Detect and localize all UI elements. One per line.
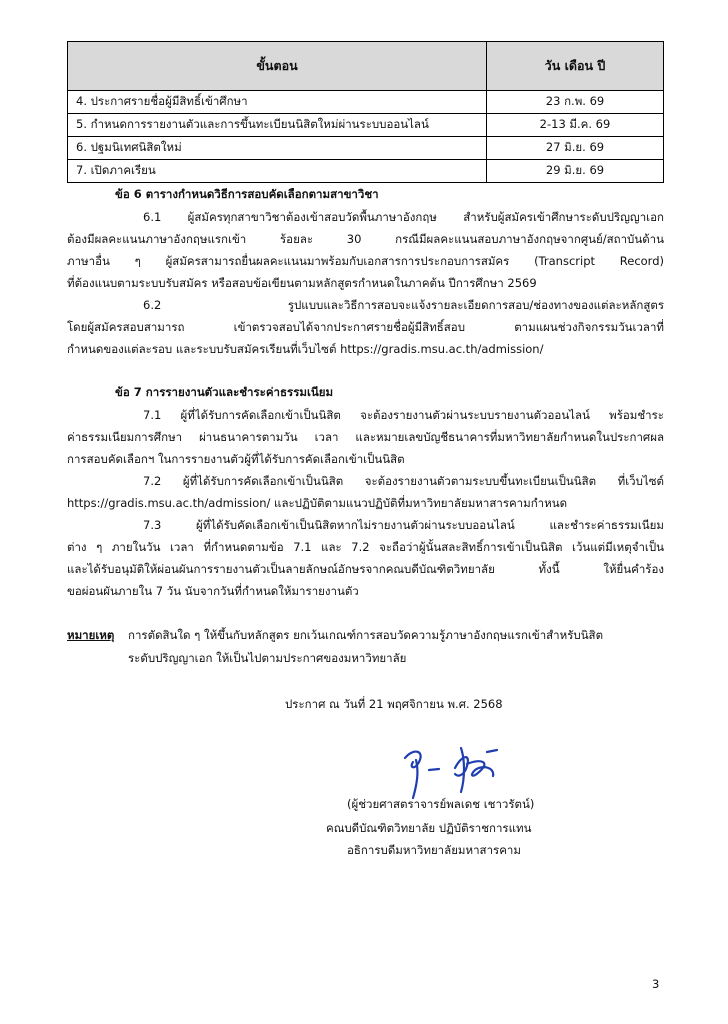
section6-p2-line: กำหนดของแต่ละรอบ และระบบรับสมัครเรียนที่เว็บไซต์ https://gradis.msu.ac.th/admission/ [67, 342, 544, 356]
section6-p1-line: ที่ต้องแนบตามระบบรับสมัคร หรือสอบข้อเขียนตามหลักสูตรกำหนดในภาคต้น ปีการศึกษา 2569 [67, 276, 537, 290]
section6-p1-line: ต้องมีผลคะแนนภาษาอังกฤษแรกเข้า ร้อยละ 30 กรณีมีผลคะแนนสอบภาษาอังกฤษจากศูนย์/สถาบันด้าน [67, 232, 664, 246]
page-number: 3 [652, 977, 660, 991]
schedule-table [67, 41, 664, 183]
note-line: ระดับปริญญาเอก ให้เป็นไปตามประกาศของมหาวิทยาลัย [128, 651, 407, 665]
section7-p1-line: การสอบคัดเลือกฯ ในการรายงานตัวผู้ที่ได้รับการคัดเลือกเข้าเป็นนิสิต [67, 452, 405, 466]
table-header-row [68, 42, 664, 91]
section6-heading: ข้อ 6 ตารางกำหนดวิธีการสอบคัดเลือกตามสาขาวิชา [115, 187, 379, 201]
section7-heading: ข้อ 7 การรายงานตัวและชำระค่าธรรมเนียม [115, 385, 334, 399]
note-line: การตัดสินใด ๆ ให้ขึ้นกับหลักสูตร ยกเว้นเกณฑ์การสอบวัดความรู้ภาษาอังกฤษแรกเข้าสำหรับนิสิต [128, 628, 604, 642]
section7-p2-line: https://gradis.msu.ac.th/admission/ และปฏิบัติตามแนวปฏิบัติที่มหาวิทยาลัยมหาสารคามกำหนด [67, 496, 568, 510]
date-cell: 23 ก.พ. 69 [487, 91, 664, 114]
step-cell: 6. ปฐมนิเทศนิสิตใหม่ [68, 137, 487, 160]
header-step: ขั้นตอน [68, 42, 487, 91]
section7-p3-line: ขอผ่อนผันภายใน 7 วัน นับจากวันที่กำหนดให้มารายงานตัว [67, 584, 359, 598]
section7-p3-line: ต่าง ๆ ภายในวัน เวลา ที่กำหนดตามข้อ 7.1 และ 7.2 จะถือว่าผู้นั้นสละสิทธิ์การเข้าเป็นนิสิต เว้นแต่มีเหตุจำเป็น [67, 540, 664, 554]
note-label: หมายเหตุ [67, 628, 115, 642]
step-cell: 5. กำหนดการรายงานตัวและการขึ้นทะเบียนนิสิตใหม่ผ่านระบบออนไลน์ [68, 114, 487, 137]
announcement-date: ประกาศ ณ วันที่ 21 พฤศจิกายน พ.ศ. 2568 [285, 697, 503, 711]
section7-p2-line: 7.2 ผู้ที่ได้รับการคัดเลือกเข้าเป็นนิสิต จะต้องรายงานตัวตามระบบขึ้นทะเบียนเป็นนิสิต ที่เว็บไซต์ [143, 474, 664, 488]
step-cell: 7. เปิดภาคเรียน [68, 160, 487, 183]
section6-p1-line: 6.1 ผู้สมัครทุกสาขาวิชาต้องเข้าสอบวัดพื้นภาษาอังกฤษ สำหรับผู้สมัครเข้าศึกษาระดับปริญญาเอก [143, 210, 664, 224]
section7-p3-line: 7.3 ผู้ที่ได้รับคัดเลือกเข้าเป็นนิสิตหากไม่รายงานตัวผ่านระบบออนไลน์ และชำระค่าธรรมเนียม [143, 518, 664, 532]
date-cell: 29 มิ.ย. 69 [487, 160, 664, 183]
step-cell: 4. ประกาศรายชื่อผู้มีสิทธิ์เข้าศึกษา [68, 91, 487, 114]
date-cell: 2-13 มี.ค. 69 [487, 114, 664, 137]
table-row [68, 114, 664, 137]
date-cell: 27 มิ.ย. 69 [487, 137, 664, 160]
table-row [68, 137, 664, 160]
table-row [68, 91, 664, 114]
section6-p1-line: ภาษาอื่น ๆ ผู้สมัครสามารถยื่นผลคะแนนมาพร้อมกับเอกสารการประกอบการสมัคร (Transcript Record) [67, 254, 664, 268]
signer-name: (ผู้ช่วยศาสตราจารย์พลเดช เชาวรัตน์) [347, 797, 535, 811]
signer-title-line2: อธิการบดีมหาวิทยาลัยมหาสารคาม [347, 843, 521, 857]
section6-p2-line: โดยผู้สมัครสอบสามารถ เข้าตรวจสอบได้จากประกาศรายชื่อผู้มีสิทธิ์สอบ ตามแผนช่วงกิจกรรมวันเวลาที่ [67, 320, 664, 334]
section7-p3-line: และได้รับอนุมัติให้ผ่อนผันการรายงานตัวเป็นลายลักษณ์อักษรจากคณบดีบัณฑิตวิทยาลัย ทั้งนี้ ให้ยื่นคำร้อง [67, 562, 664, 576]
signature-image [395, 738, 525, 800]
signer-title-line1: คณบดีบัณฑิตวิทยาลัย ปฏิบัติราชการแทน [326, 821, 532, 835]
section6-p2-line: 6.2 รูปแบบและวิธีการสอบจะแจ้งรายละเอียดการสอบ/ช่องทางของแต่ละหลักสูตร [143, 298, 664, 312]
header-date: วัน เดือน ปี [487, 42, 664, 91]
table-row [68, 160, 664, 183]
section7-p1-line: ค่าธรรมเนียมการศึกษา ผ่านธนาคารตามวัน เวลา และหมายเลขบัญชีธนาคารที่มหาวิทยาลัยกำหนดในประกาศผล [67, 430, 664, 444]
section7-p1-line: 7.1 ผู้ที่ได้รับการคัดเลือกเข้าเป็นนิสิต จะต้องรายงานตัวผ่านระบบรายงานตัวออนไลน์ พร้อมชำระ [143, 408, 664, 422]
